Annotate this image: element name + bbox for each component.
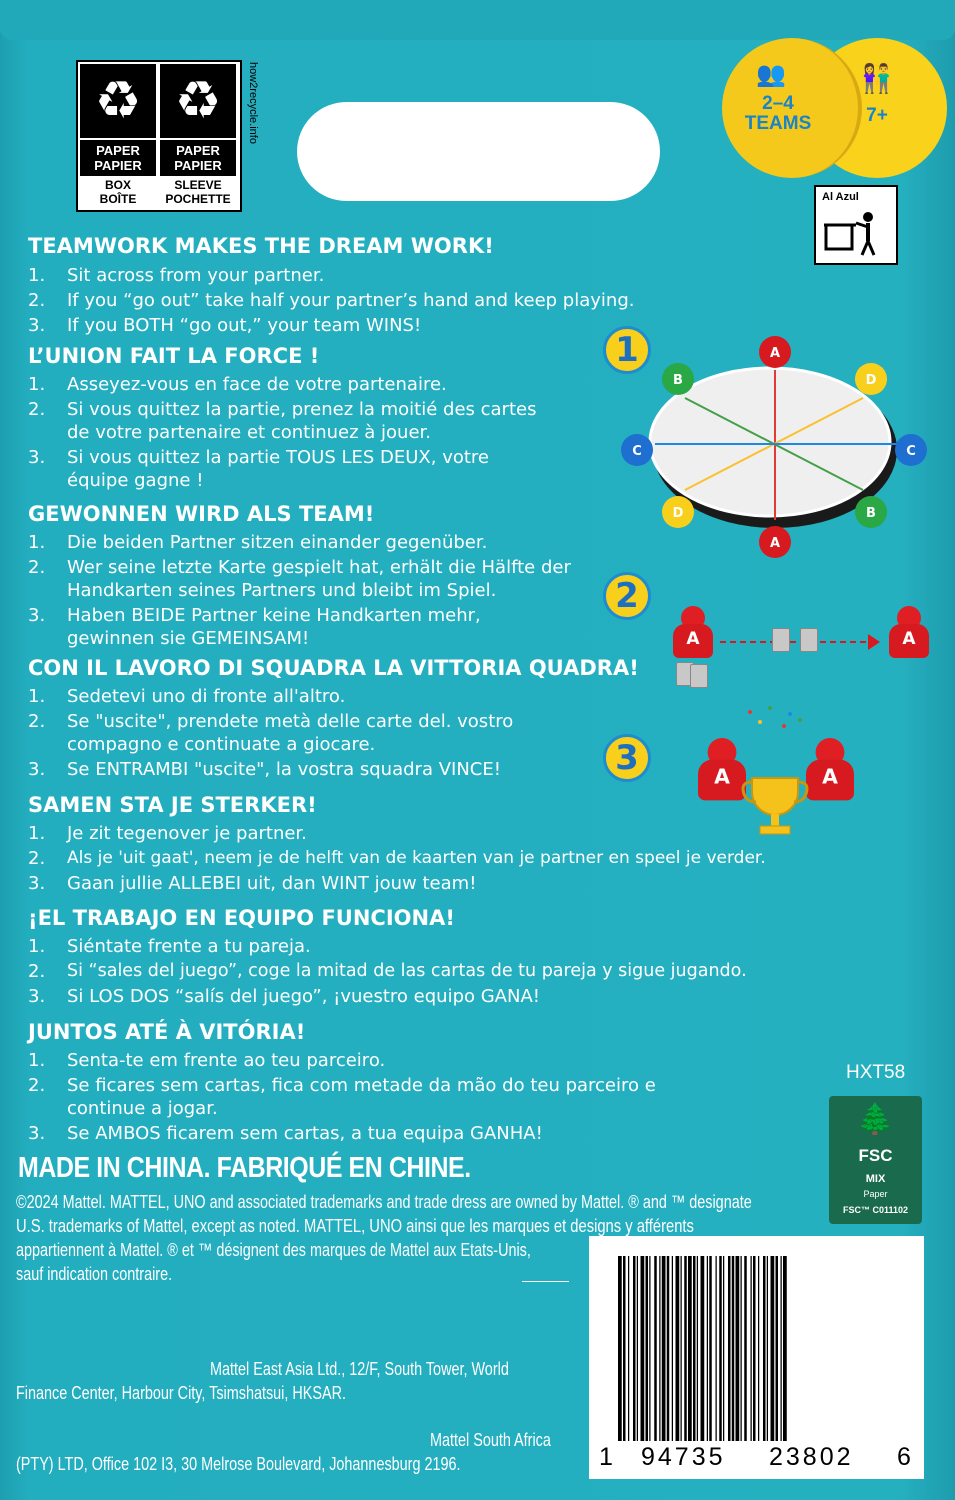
sku-code: HXT58 — [846, 1062, 906, 1083]
address-asia-line: Finance Center, Harbour City, Tsimshatsui, HKSAR. — [16, 1383, 346, 1403]
barcode-bar — [623, 1256, 626, 1441]
fsc-name: FSC — [858, 1146, 893, 1165]
barcode-bar — [716, 1256, 717, 1441]
barcode-digits-right: 23802 — [769, 1443, 854, 1471]
step-3-badge: 3 — [603, 734, 651, 782]
bin-label-text: Al Azul — [822, 191, 859, 203]
section-heading-es: ¡EL TRABAJO EN EQUIPO FUNCIONA! — [28, 906, 455, 930]
age-text: 7+ — [866, 105, 888, 126]
made-in-label: MADE IN CHINA. FABRIQUÉ EN CHINE. — [18, 1152, 471, 1184]
recycle-label — [76, 60, 242, 212]
barcode-bar — [763, 1256, 766, 1441]
card-icon — [800, 628, 818, 652]
svg-text:D: D — [865, 373, 877, 388]
barcode-bar — [776, 1256, 779, 1441]
player-pawn: A — [698, 738, 746, 800]
barcode-bar — [728, 1256, 731, 1441]
box-top-flap — [0, 0, 955, 40]
recycle-sleeve-column — [158, 62, 238, 208]
legal-line: U.S. trademarks of Mattel, except as noted. MATTEL, UNO ainsi que les marques et designs y afférents — [16, 1216, 694, 1236]
svg-text:C: C — [906, 444, 916, 459]
fsc-logo — [829, 1096, 922, 1224]
barcode-bar — [758, 1256, 759, 1441]
recycle-icon: ♻ — [80, 64, 156, 138]
barcode-bar — [719, 1256, 722, 1441]
svg-text:B: B — [673, 373, 683, 388]
card-icon — [772, 628, 790, 652]
rule-item: 3. Gaan jullie ALLEBEI uit, dan WINT jouw team! — [28, 873, 477, 894]
rule-item: 1. Sit across from your partner. — [28, 265, 325, 286]
rule-item: 2. If you “go out” take half your partner’s hand and keep playing. — [28, 290, 635, 311]
tree-icon: 🌲 — [856, 1103, 895, 1136]
barcode-bar — [697, 1256, 698, 1441]
barcode-bar — [681, 1256, 682, 1441]
barcode-bar — [667, 1256, 670, 1441]
step-2-badge: 2 — [603, 572, 651, 620]
barcode-bar — [744, 1256, 747, 1441]
barcode-bar — [641, 1256, 645, 1441]
svg-text:B: B — [866, 506, 876, 521]
recycle-box-column — [78, 62, 158, 208]
barcode-digit-last: 6 — [897, 1443, 911, 1471]
rule-item: 1. Senta-te em frente ao teu parceiro. — [28, 1050, 386, 1071]
barcode-bar — [709, 1256, 712, 1441]
hanger-window — [297, 102, 660, 201]
barcode-bar — [688, 1256, 692, 1441]
fsc-paper: Paper — [863, 1189, 888, 1199]
barcode-bars — [618, 1256, 904, 1441]
recycle-item-label: BOX BOÎTE — [99, 178, 137, 206]
barcode-bar — [654, 1256, 657, 1441]
rule-item: 3. Se ENTRAMBI "uscite", la vostra squadra VINCE! — [28, 759, 501, 780]
recycle-icon: ♻ — [160, 64, 236, 138]
barcode-bar — [637, 1256, 638, 1441]
rule-item: 1. Siéntate frente a tu pareja. — [28, 936, 311, 957]
barcode-bar — [767, 1256, 768, 1441]
rule-item: 2. Si vous quittez la partie, prenez la moitié des cartes de votre partenaire et continuez à jouer. — [28, 399, 537, 443]
svg-text:A: A — [769, 346, 781, 361]
rule-item: 1. Sedetevi uno di fronte all'altro. — [28, 686, 346, 707]
rule-item: 3. Haben BEIDE Partner keine Handkarten mehr, gewinnen sie GEMEINSAM! — [28, 605, 481, 649]
barcode-bar — [707, 1256, 708, 1441]
teams-badge — [722, 38, 862, 178]
fsc-mix: MIX — [865, 1173, 886, 1185]
rule-item: 2. Als je 'uit gaat', neem je de helft van de kaarten van je partner en speel je verder. — [28, 848, 766, 869]
barcode-digit-first: 1 — [599, 1443, 613, 1471]
section-heading-pt: JUNTOS ATÉ À VITÓRIA! — [28, 1020, 306, 1044]
player-pawn: A — [889, 606, 929, 658]
table-seating-diagram — [615, 330, 935, 560]
section-heading-fr: L’UNION FAIT LA FORCE ! — [28, 344, 320, 368]
barcode-bar — [781, 1256, 782, 1441]
kids-icon: 👫 — [859, 62, 894, 95]
rule-item: 1. Asseyez-vous en face de votre partenaire. — [28, 374, 447, 395]
step-1-badge: 1 — [603, 326, 651, 374]
rule-item: 2. Se "uscite", prendete metà delle carte del. vostro compagno e continuate a giocare. — [28, 711, 514, 755]
teams-icon: 👥 — [756, 60, 786, 88]
legal-line: sauf indication contraire. — [16, 1264, 173, 1284]
rule-item: 2. Si “sales del juego”, coge la mitad de las cartas de tu pareja y sigue jugando. — [28, 961, 747, 982]
card-icon — [690, 664, 708, 688]
barcode-bar — [741, 1256, 742, 1441]
barcode-bar — [783, 1256, 787, 1441]
recycle-url: how2recycle.info — [247, 62, 259, 144]
section-heading-de: GEWONNEN WIRD ALS TEAM! — [28, 502, 375, 526]
barcode-digits — [589, 1443, 924, 1473]
section-heading-nl: SAMEN STA JE STERKER! — [28, 793, 317, 817]
rule-item: 3. Si LOS DOS “salís del juego”, ¡vuestro equipo GANA! — [28, 986, 540, 1007]
player-pawn: A — [806, 738, 854, 800]
rule-item: 2. Se ficares sem cartas, fica com metade da mão do teu parceiro e continue a jogar. — [28, 1075, 656, 1119]
recycle-item-label: SLEEVE POCHETTE — [165, 178, 231, 206]
address-africa-line: Mattel South Africa — [430, 1430, 551, 1450]
legal-line: ©2024 Mattel. MATTEL, UNO and associated trademarks and trade dress are owned by Mattel. ® and ™ designate — [16, 1192, 752, 1212]
recycle-paper-label: PAPER PAPIER — [80, 140, 156, 176]
barcode-bar — [649, 1256, 650, 1441]
address-africa-line: (PTY) LTD, Office 102 I3, 30 Melrose Boulevard, Johannesburg 2196. — [16, 1454, 461, 1474]
rule-item: 3. Se AMBOS ficarem sem cartas, a tua equipa GANHA! — [28, 1123, 543, 1144]
barcode-digits-left: 94735 — [641, 1443, 726, 1471]
rule-item: 1. Je zit tegenover je partner. — [28, 823, 307, 844]
barcode-bar — [723, 1256, 724, 1441]
barcode-bar — [701, 1256, 705, 1441]
barcode-bar — [693, 1256, 696, 1441]
barcode-bar — [662, 1256, 666, 1441]
barcode-bar — [646, 1256, 649, 1441]
bin-disposal-icon — [816, 209, 896, 261]
barcode-bar — [633, 1256, 636, 1441]
rule-item: 3. Si vous quittez la partie TOUS LES DEUX, votre équipe gagne ! — [28, 447, 489, 491]
address-asia-line: Mattel East Asia Ltd., 12/F, South Tower, World — [210, 1359, 509, 1379]
barcode-bar — [672, 1256, 673, 1441]
barcode-bar — [618, 1256, 622, 1441]
barcode-bar — [753, 1256, 756, 1441]
player-pawn: A — [673, 606, 713, 658]
rule-item: 3. If you BOTH “go out,” your team WINS! — [28, 315, 422, 336]
barcode-bar — [751, 1256, 752, 1441]
barcode-bar — [676, 1256, 680, 1441]
teams-text: 2–4 TEAMS — [744, 93, 812, 134]
svg-text:D: D — [672, 506, 684, 521]
legal-line: appartiennent à Mattel. ® et ™ désignent des marques de Mattel aux Etats-Unis, — [16, 1240, 531, 1260]
rule-item: 2. Wer seine letzte Karte gespielt hat, erhält die Hälfte der Handkarten seines Partners und bleibt im Spiel. — [28, 557, 571, 601]
fsc-code: FSC™ C011102 — [842, 1205, 909, 1215]
section-heading-en: TEAMWORK MAKES THE DREAM WORK! — [28, 234, 494, 258]
barcode-bar — [736, 1256, 740, 1441]
barcode — [589, 1236, 924, 1479]
svg-text:C: C — [632, 444, 642, 459]
trophy-icon — [740, 706, 810, 838]
barcode-bar — [659, 1256, 660, 1441]
recycle-bin-label — [814, 185, 898, 265]
barcode-bar — [771, 1256, 775, 1441]
section-heading-it: CON IL LAVORO DI SQUADRA LA VITTORIA QUADRA! — [28, 656, 639, 680]
barcode-bar — [628, 1256, 629, 1441]
barcode-bar — [684, 1256, 687, 1441]
recycle-paper-label: PAPER PAPIER — [160, 140, 236, 176]
svg-text:A: A — [769, 536, 781, 551]
barcode-bar — [732, 1256, 735, 1441]
rule-item: 1. Die beiden Partner sitzen einander gegenüber. — [28, 532, 488, 553]
divider — [522, 1281, 569, 1282]
